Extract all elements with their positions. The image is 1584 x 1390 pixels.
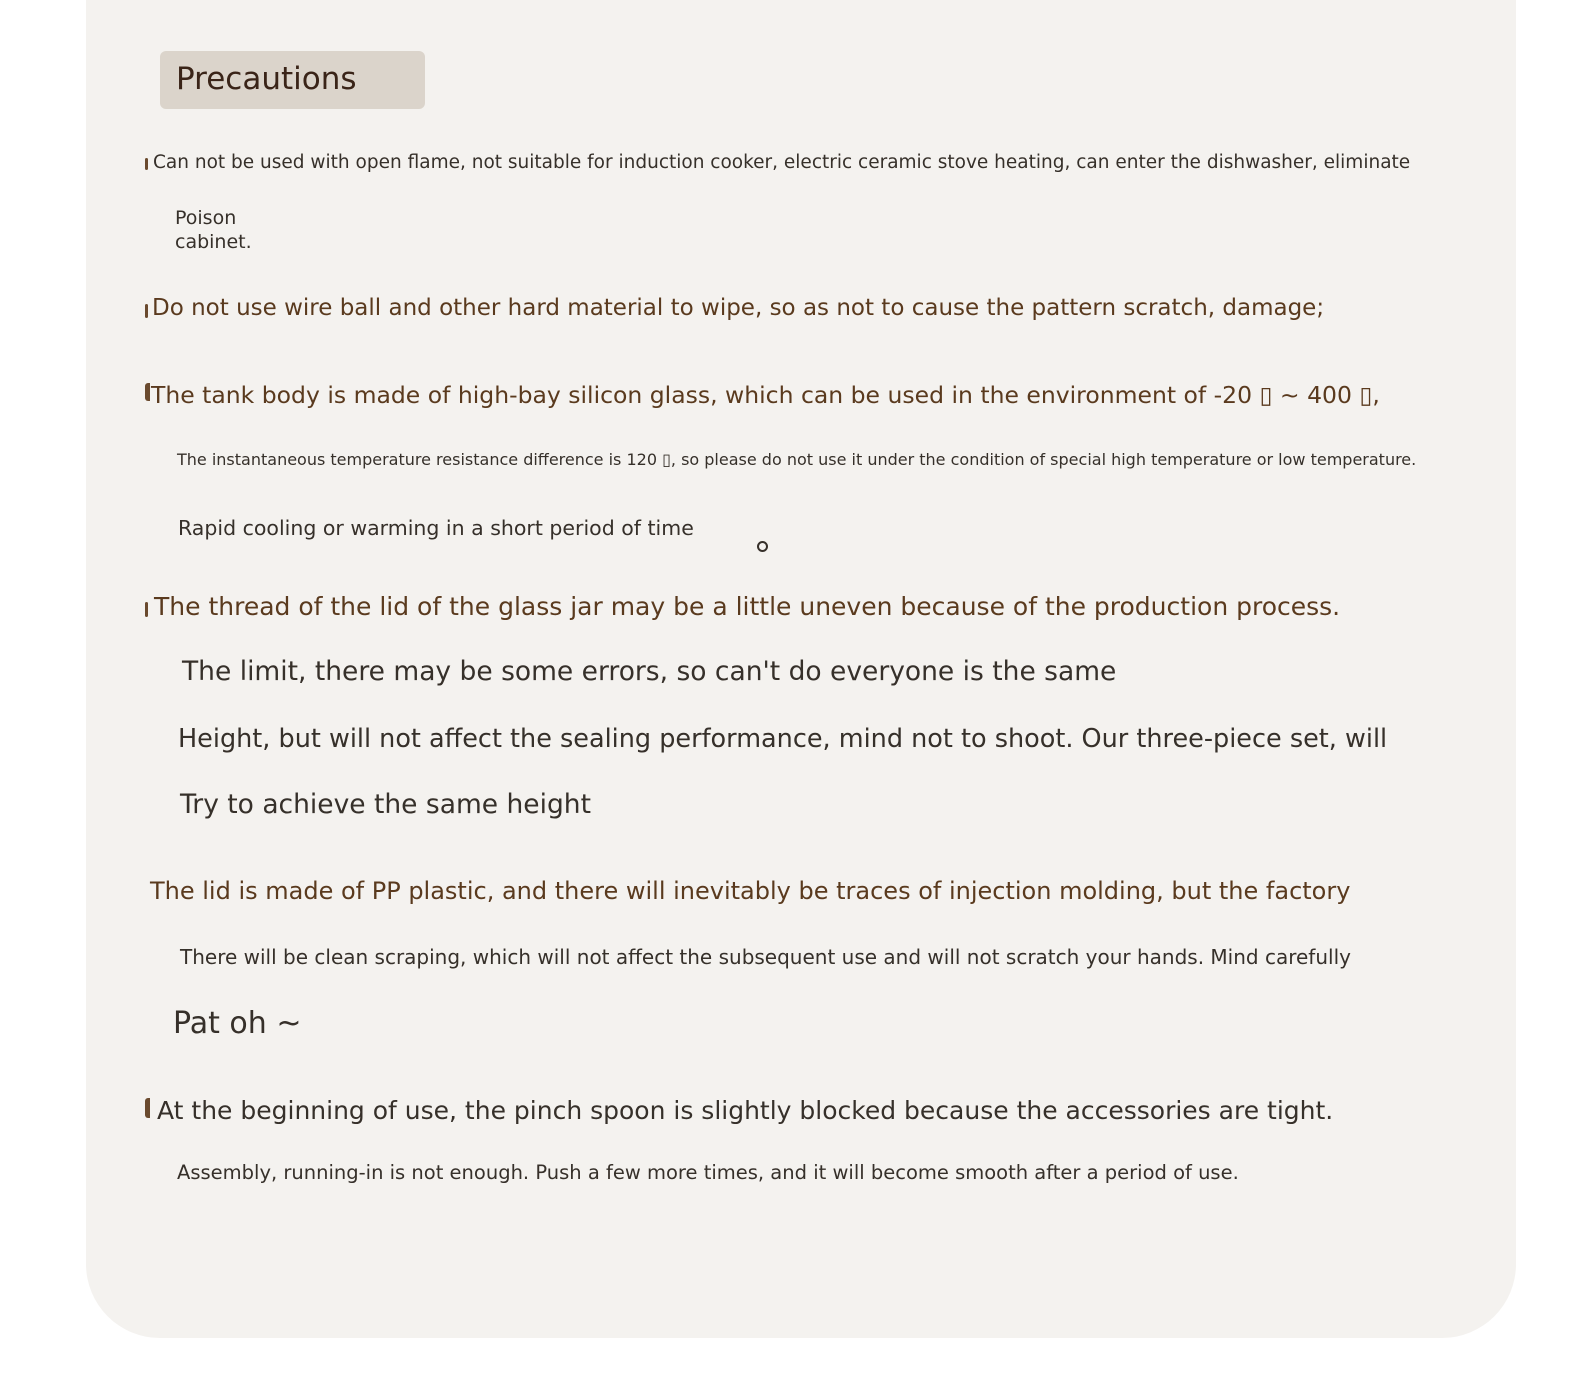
precaution-line: cabinet. [175, 231, 252, 253]
bullet-mark [145, 304, 148, 318]
precaution-line: The instantaneous temperature resistance difference is 120 ▯, so please do not use it under the condition of special high temperature or low temperature. [177, 450, 1417, 469]
bullet-mark [145, 1098, 150, 1118]
precaution-line: Poison [175, 207, 237, 229]
precaution-line: Pat oh ~ [173, 1006, 302, 1041]
precaution-line: The tank body is made of high-bay silicon glass, which can be used in the environment of -20 ▯ ~ 400 ▯, [151, 381, 1380, 409]
precaution-line: There will be clean scraping, which will not affect the subsequent use and will not scratch your hands. Mind carefully [180, 945, 1351, 969]
precaution-line: At the beginning of use, the pinch spoon is slightly blocked because the accessories are tight. [157, 1096, 1334, 1125]
precaution-line: The lid is made of PP plastic, and there will inevitably be traces of injection molding, but the factory [150, 877, 1351, 905]
precaution-line: Assembly, running-in is not enough. Push a few more times, and it will become smooth after a period of use. [177, 1161, 1239, 1184]
precaution-line: Try to achieve the same height [180, 789, 591, 820]
precaution-line: Height, but will not affect the sealing performance, mind not to shoot. Our three-piece set, will [178, 724, 1388, 754]
precaution-line: Can not be used with open flame, not suitable for induction cooker, electric ceramic stove heating, can enter the dishwasher, eliminate [153, 152, 1411, 173]
precaution-line: The limit, there may be some errors, so can't do everyone is the same [182, 656, 1117, 687]
precaution-line: The thread of the lid of the glass jar may be a little uneven because of the production process. [154, 592, 1341, 621]
bullet-mark [145, 602, 148, 617]
bullet-mark [145, 383, 150, 401]
page-title: Precautions [176, 61, 357, 97]
small-circle-mark [757, 541, 768, 552]
bullet-mark [145, 158, 148, 170]
precaution-line: Do not use wire ball and other hard material to wipe, so as not to cause the pattern scratch, damage; [152, 295, 1325, 321]
precaution-line: Rapid cooling or warming in a short period of time [178, 516, 694, 540]
